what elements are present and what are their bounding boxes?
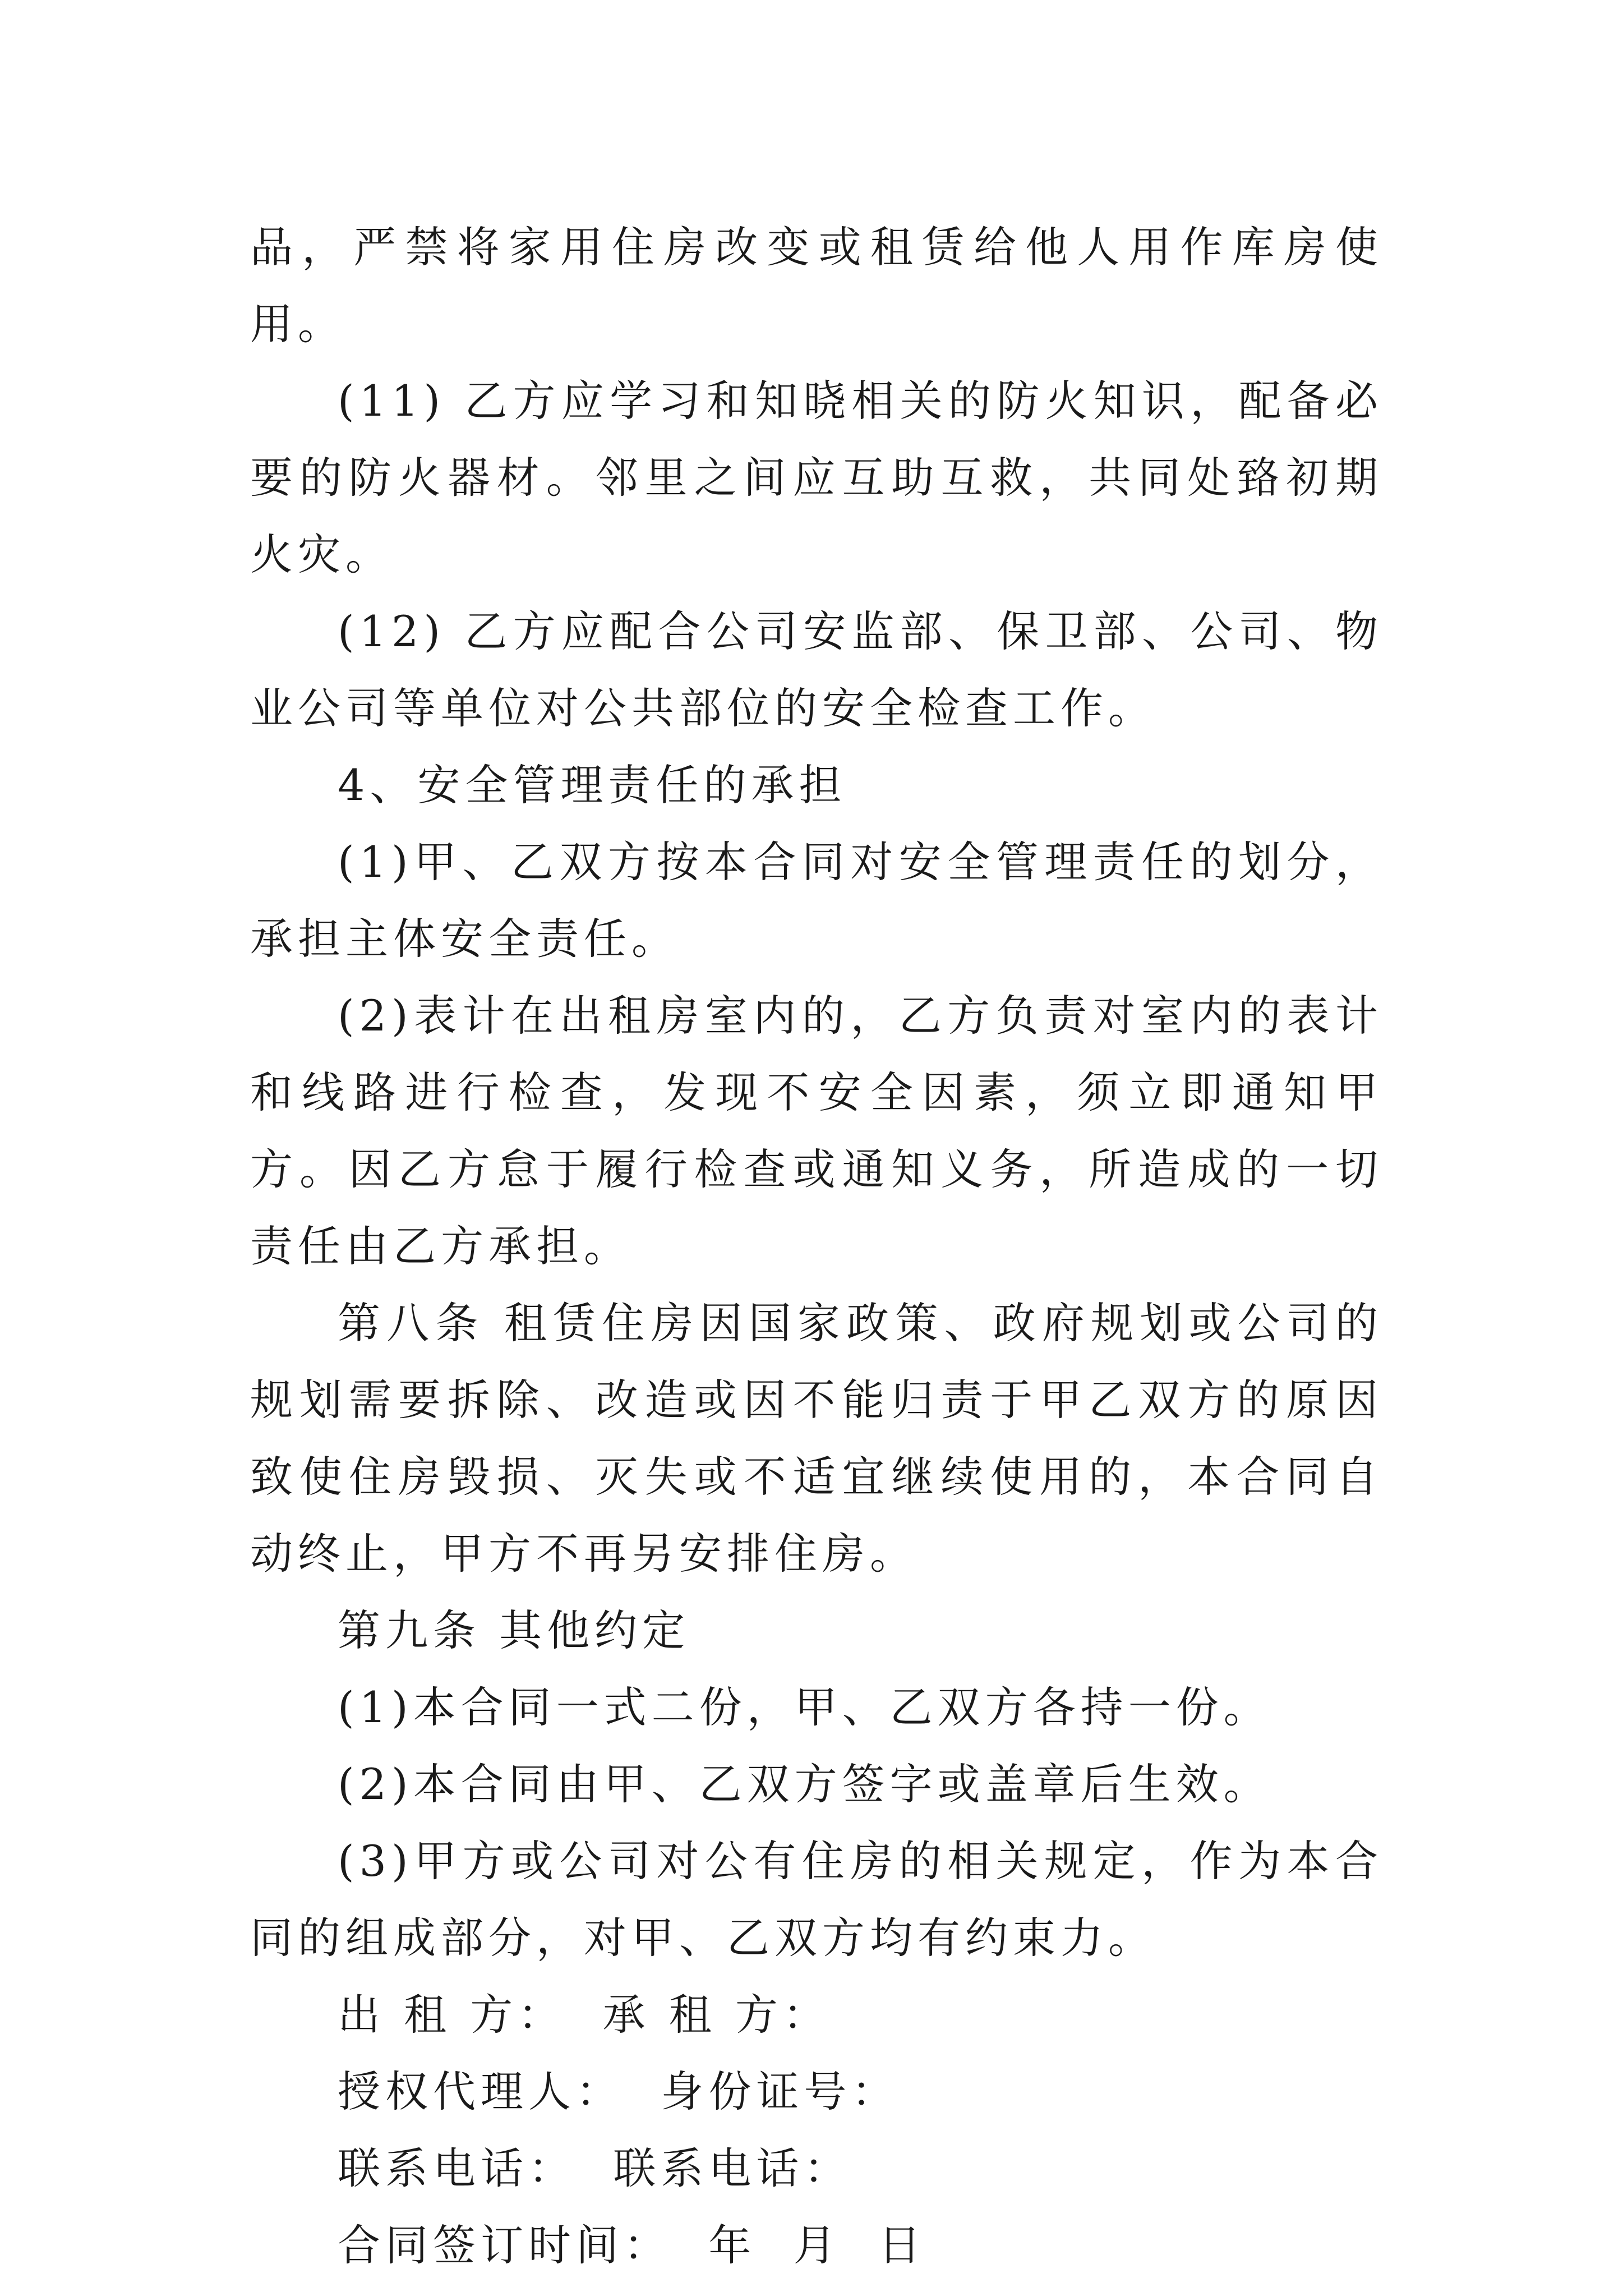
paragraph-4-2: (2)表计在出租房室内的，乙方负责对室内的表计和线路进行检查，发现不安全因素，须立即通知甲方。因乙方怠于履行检查或通知义务，所造成的一切责任由乙方承担。 <box>250 991 1383 1271</box>
paragraph-item-11: (11) 乙方应学习和知晓相关的防火知识，配备必要的防火器材。邻里之间应互助互救，共同处臵初期火灾。 <box>250 376 1383 579</box>
signature-date-line: 合同签订时间： 年 月 日 <box>338 2220 926 2270</box>
paragraph-9-3: (3)甲方或公司对公有住房的相关规定，作为本合同的组成部分，对甲、乙双方均有约束力。 <box>250 1836 1383 1963</box>
paragraph-item-12: (12) 乙方应配合公司安监部、保卫部、公司、物业公司等单位对公共部位的安全检查工作。 <box>250 606 1383 733</box>
document-body <box>250 209 1383 2284</box>
paragraph-9-1: (1)本合同一式二份，甲、乙双方各持一份。 <box>338 1682 1271 1732</box>
section-heading-4: 4、安全管理责任的承担 <box>338 760 847 810</box>
article-9-heading: 第九条 其他约定 <box>338 1605 690 1655</box>
article-8: 第八条 租赁住房因国家政策、政府规划或公司的规划需要拆除、改造或因不能归责于甲乙双方的原因致使住房毁损、灭失或不适宜继续使用的，本合同自动终止，甲方不再另安排住房。 <box>250 1298 1383 1579</box>
paragraph-4-1: (1)甲、乙双方按本合同对安全管理责任的划分，承担主体安全责任。 <box>250 837 1383 964</box>
paragraph-continuation: 品，严禁将家用住房改变或租赁给他人用作库房使用。 <box>250 222 1383 349</box>
signature-agent-id-line: 授权代理人： 身份证号： <box>338 2067 900 2116</box>
signature-phone-line: 联系电话： 联系电话： <box>338 2143 852 2193</box>
paragraph-9-2: (2)本合同由甲、乙双方签字或盖章后生效。 <box>338 1759 1271 1809</box>
signature-parties-line: 出 租 方： 承 租 方： <box>338 1990 831 2040</box>
